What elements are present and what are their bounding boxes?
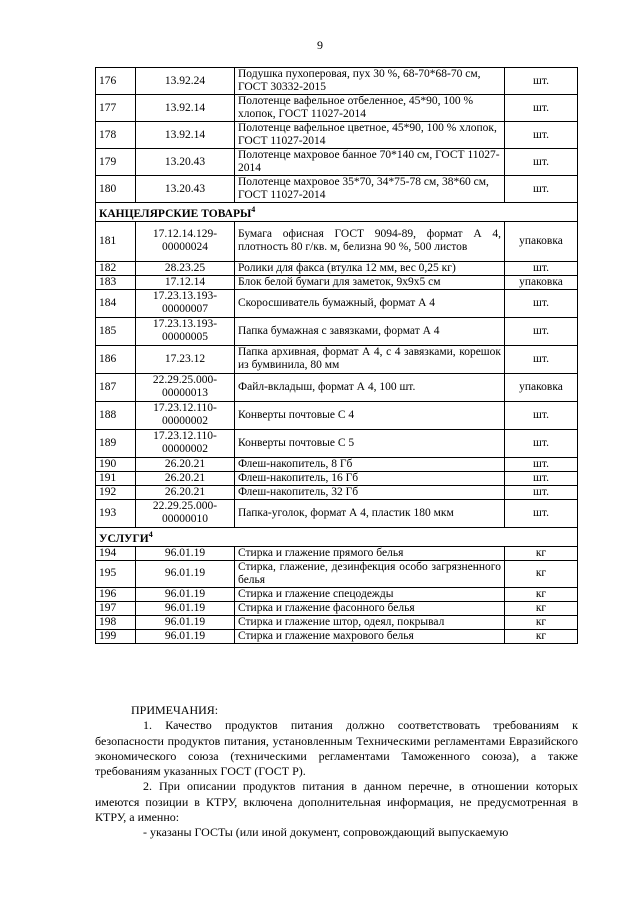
item-code: 96.01.19 [136,601,235,615]
item-number: 176 [96,68,136,95]
item-name: Бумага офисная ГОСТ 9094-89, формат А 4, плотность 80 г/кв. м, белизна 90 %, 500 листов [235,221,505,261]
item-code: 26.20.21 [136,485,235,499]
item-name: Конверты почтовые С 5 [235,429,505,457]
item-name: Полотенце вафельное цветное, 45*90, 100 % хлопок, ГОСТ 11027-2014 [235,122,505,149]
item-code: 13.92.14 [136,122,235,149]
item-number: 181 [96,221,136,261]
item-number: 194 [96,546,136,560]
item-number: 182 [96,261,136,275]
item-code: 26.20.21 [136,457,235,471]
item-code: 17.23.12.110-00000002 [136,401,235,429]
item-number: 179 [96,149,136,176]
table-row [96,587,578,601]
table-row [96,401,578,429]
item-unit: шт. [505,485,578,499]
table-row [96,471,578,485]
section-header-row [96,527,578,546]
table-row [96,457,578,471]
table-row [96,629,578,643]
table-row [96,601,578,615]
item-unit: шт. [505,401,578,429]
item-code: 13.92.14 [136,95,235,122]
item-unit: кг [505,560,578,587]
item-unit: шт. [505,317,578,345]
item-number: 185 [96,317,136,345]
item-unit: шт. [505,471,578,485]
table-row [96,345,578,373]
item-number: 187 [96,373,136,401]
table-row [96,275,578,289]
item-name: Папка архивная, формат А 4, с 4 завязками, корешок из бумвинила, 80 мм [235,345,505,373]
table-row [96,317,578,345]
table-row [96,95,578,122]
item-name: Стирка и глажение спецодежды [235,587,505,601]
item-number: 177 [96,95,136,122]
item-number: 190 [96,457,136,471]
item-name: Папка бумажная с завязками, формат А 4 [235,317,505,345]
item-code: 13.92.24 [136,68,235,95]
item-code: 96.01.19 [136,629,235,643]
item-unit: шт. [505,499,578,527]
item-code: 17.12.14 [136,275,235,289]
item-unit: шт. [505,68,578,95]
item-name: Файл-вкладыш, формат А 4, 100 шт. [235,373,505,401]
item-number: 191 [96,471,136,485]
item-number: 196 [96,587,136,601]
item-unit: шт. [505,149,578,176]
item-unit: кг [505,601,578,615]
item-name: Блок белой бумаги для заметок, 9х9х5 см [235,275,505,289]
item-name: Стирка, глажение, дезинфекция особо загрязненного белья [235,560,505,587]
item-unit: шт. [505,176,578,203]
notes-section [95,703,578,841]
item-code: 22.29.25.000-00000013 [136,373,235,401]
item-number: 197 [96,601,136,615]
section-footnote-mark: 4 [148,529,153,539]
item-name: Стирка и глажение прямого белья [235,546,505,560]
item-name: Подушка пухоперовая, пух 30 %, 68-70*68-70 см, ГОСТ 30332-2015 [235,68,505,95]
item-number: 180 [96,176,136,203]
item-name: Флеш-накопитель, 8 Гб [235,457,505,471]
table-row [96,122,578,149]
table-row [96,560,578,587]
item-unit: шт. [505,429,578,457]
item-code: 17.23.12 [136,345,235,373]
item-unit: шт. [505,95,578,122]
item-code: 96.01.19 [136,560,235,587]
item-name: Папка-уголок, формат А 4, пластик 180 мкм [235,499,505,527]
note-paragraph: 2. При описании продуктов питания в данном перечне, в отношении которых имеются позиции в КТРУ, включена дополнительная информация, не предусмотренная в КТРУ, а именно: [95,779,578,825]
item-name: Полотенце махровое 35*70, 34*75-78 см, 38*60 см, ГОСТ 11027-2014 [235,176,505,203]
table-row [96,149,578,176]
table-row [96,176,578,203]
item-number: 193 [96,499,136,527]
section-title [96,527,578,546]
item-name: Стирка и глажение фасонного белья [235,601,505,615]
table-row [96,373,578,401]
note-paragraph: - указаны ГОСТы (или иной документ, сопровождающий выпускаемую [143,825,509,840]
item-name: Полотенце вафельное отбеленное, 45*90, 100 % хлопок, ГОСТ 11027-2014 [235,95,505,122]
item-name: Стирка и глажение махрового белья [235,629,505,643]
item-number: 178 [96,122,136,149]
item-name: Флеш-накопитель, 32 Гб [235,485,505,499]
item-code: 96.01.19 [136,587,235,601]
table-row [96,499,578,527]
table-row [96,429,578,457]
table-row [96,546,578,560]
item-name: Флеш-накопитель, 16 Гб [235,471,505,485]
item-name: Полотенце махровое банное 70*140 см, ГОСТ 11027-2014 [235,149,505,176]
item-unit: шт. [505,122,578,149]
items-table-body [96,68,578,644]
item-code: 17.23.13.193-00000007 [136,289,235,317]
item-name: Конверты почтовые С 4 [235,401,505,429]
item-code: 28.23.25 [136,261,235,275]
item-code: 17.12.14.129-00000024 [136,221,235,261]
item-name: Стирка и глажение штор, одеял, покрывал [235,615,505,629]
section-header-row [96,203,578,222]
item-unit: упаковка [505,275,578,289]
item-unit: кг [505,629,578,643]
item-unit: шт. [505,345,578,373]
item-unit: упаковка [505,373,578,401]
item-code: 26.20.21 [136,471,235,485]
item-code: 96.01.19 [136,546,235,560]
notes-heading: ПРИМЕЧАНИЯ: [131,703,219,717]
note-paragraph: 1. Качество продуктов питания должно соответствовать требованиям к безопасности продуктов питания, установленным Техническими регламентами Евразийского экономического союза (техническими регламентами Таможенного союза), а также требованиям указанных ГОСТ (ГОСТ Р). [95,718,578,779]
items-table [95,67,578,644]
table-row [96,485,578,499]
item-unit: шт. [505,289,578,317]
section-title-text: УСЛУГИ [99,532,149,545]
item-code: 17.23.12.110-00000002 [136,429,235,457]
item-code: 96.01.19 [136,615,235,629]
section-footnote-mark: 4 [251,205,256,214]
item-unit: шт. [505,261,578,275]
item-unit: кг [505,615,578,629]
item-unit: упаковка [505,221,578,261]
item-number: 188 [96,401,136,429]
item-unit: шт. [505,457,578,471]
item-number: 189 [96,429,136,457]
item-number: 195 [96,560,136,587]
item-unit: кг [505,587,578,601]
table-row [96,221,578,261]
item-code: 13.20.43 [136,176,235,203]
item-number: 192 [96,485,136,499]
page-number: 9 [317,38,323,52]
item-name: Скоросшиватель бумажный, формат А 4 [235,289,505,317]
section-title [96,203,578,222]
item-name: Ролики для факса (втулка 12 мм, вес 0,25 кг) [235,261,505,275]
section-title-text: КАНЦЕЛЯРСКИЕ ТОВАРЫ [99,207,252,220]
table-row [96,289,578,317]
item-code: 17.23.13.193-00000005 [136,317,235,345]
item-number: 186 [96,345,136,373]
item-unit: кг [505,546,578,560]
table-row [96,261,578,275]
item-code: 13.20.43 [136,149,235,176]
table-row [96,68,578,95]
item-number: 183 [96,275,136,289]
item-number: 184 [96,289,136,317]
table-row [96,615,578,629]
item-code: 22.29.25.000-00000010 [136,499,235,527]
item-number: 199 [96,629,136,643]
item-number: 198 [96,615,136,629]
